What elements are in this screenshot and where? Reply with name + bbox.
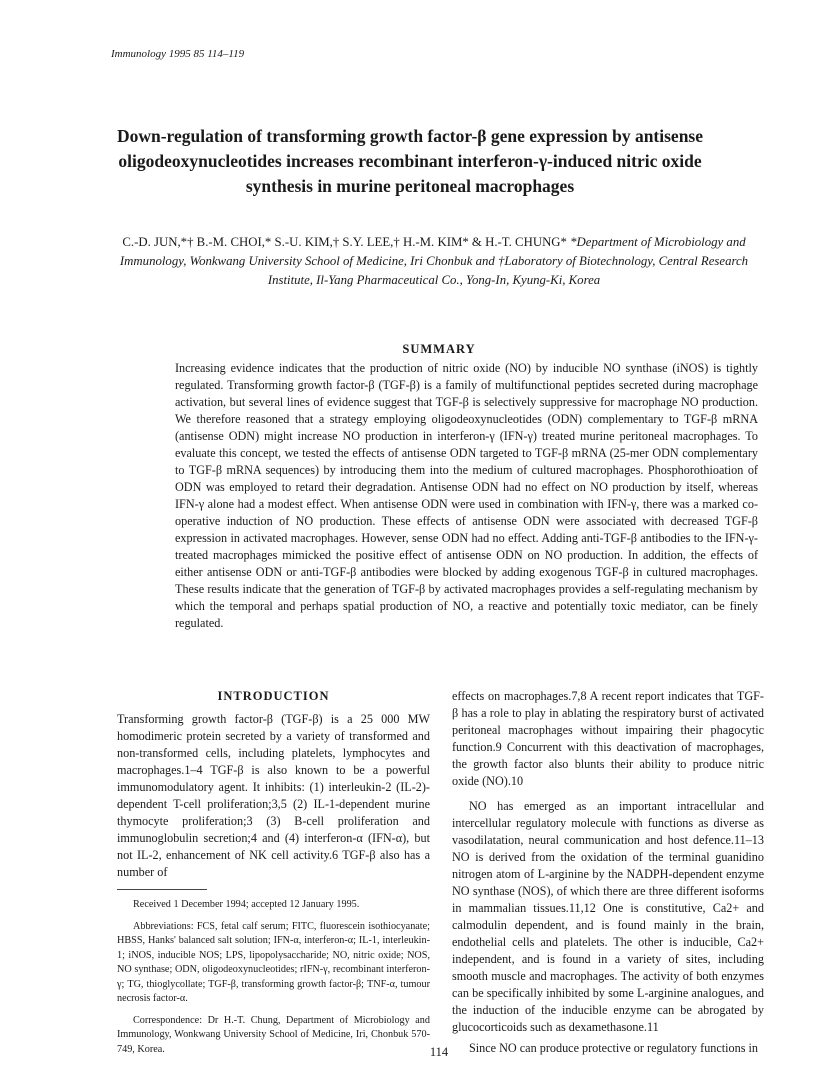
- intro-paragraph-1: Transforming growth factor-β (TGF-β) is a 25 000 MW homodimeric protein secreted by a variety of transformed and non-transformed cells, including platelets, lymphocytes and macrophages.1–4 TGF-β is also known to be a powerful immunomodulatory agent. It inhibits: (1) interleukin-2 (IL-2)-dependent T-cell proliferation;3,5 (2) IL-1-dependent murine thymocyte proliferation;3 (3) B-cell proliferation and immunoglobulin secretion;4 and (4) interferon-α (IFN-α), but not IL-2, enhancement of NK cell activity.6 TGF-β also has a number of: [117, 712, 430, 879]
- summary-text: Increasing evidence indicates that the production of nitric oxide (NO) by inducible NO synthase (iNOS) is tightly regulated. Transforming growth factor-β (TGF-β) is a family of multifunctional peptides secreted during macrophage activation, but several lines of evidence suggest that TGF-β is selectively suppressive for macrophage NO production. We therefore reasoned that a strategy employing oligodeoxynucleotides (ODN) complementary to TGF-β mRNA (antisense ODN) might increase NO production in interferon-γ (IFN-γ) treated murine peritoneal macrophages. To evaluate this concept, we tested the effects of antisense ODN targeted to TGF-β mRNA (25-mer ODN complementary to TGF-β mRNA sequences) by introducing them into the medium of cultured macrophages. Phosphorothioation of ODN was employed to retard their degradation. Antisense ODN had no effect on NO production by itself, whereas IFN-γ alone had a modest effect. When antisense ODN were used in combination with IFN-γ, there was a marked co-operative induction of NO production. These effects of antisense ODN were associated with decreased TGF-β expression in activated macrophages. However, sense ODN had no effect. Adding anti-TGF-β antibodies to the IFN-γ-treated macrophages mimicked the positive effect of antisense ODN on NO production. In addition, the effects of either antisense ODN or anti-TGF-β antibodies were blocked by adding exogenous TGF-β in cultured macrophages. These results indicate that the generation of TGF-β by activated macrophages provides a self-regulating mechanism by which the temporal and perhaps spatial production of NO, a reactive and potentially toxic mediator, can be finely regulated.: [175, 361, 758, 630]
- author-affiliation: *Department of Microbiology and Immunology, Wonkwang University School of Medicine, Iri Chonbuk and †Laboratory of Biotechnology, Central Research Institute, Il-Yang Pharmaceutical Co., Yong-In, Kyung-Ki, Korea: [119, 235, 749, 287]
- introduction-heading: INTRODUCTION: [217, 689, 330, 703]
- footnote-divider: [117, 889, 207, 890]
- correspondence-note: Correspondence: Dr H.-T. Chung, Department of Microbiology and Immunology, Wonkwang University School of Medicine, Iri, Chonbuk 570-749, Korea.: [117, 1014, 430, 1055]
- right-column: [452, 688, 764, 1057]
- intro-paragraph-2: NO has emerged as an important intracellular and intercellular regulatory molecule with functions as diverse as vasodilatation, neural communication and host defence.11–13 NO is derived from the oxidation of the terminal guanidino nitrogen atom of L-arginine by the NADPH-dependent enzyme NO synthase (NOS), of which there are three different isoforms in mammalian tissues.11,12 One is constitutive, Ca2+ and calmodulin dependent, and is found mainly in the brain, endothelial cells and platelets. The other is inducible, Ca2+ independent, and is found in a variety of sites, including smooth muscle and macrophages. The activity of both enzymes can be specifically inhibited by some L-arginine analogues, and the induction of the inducible enzyme can be abrogated by glucocorticoids such as dexamethasone.11: [452, 799, 764, 1034]
- summary-heading: SUMMARY: [402, 342, 476, 356]
- left-column: [117, 688, 430, 1064]
- intro-paragraph-3: Since NO can produce protective or regulatory functions in: [469, 1041, 759, 1055]
- author-block: [104, 233, 764, 290]
- received-note: Received 1 December 1994; accepted 12 January 1995.: [133, 899, 360, 910]
- journal-header: Immunology 1995 85 114–119: [111, 48, 245, 60]
- page-number: 114: [429, 1045, 449, 1059]
- abbreviations-note: Abbreviations: FCS, fetal calf serum; FITC, fluorescein isothiocyanate; HBSS, Hanks' balanced salt solution; IFN-α, interferon-α; IL-1, interleukin-1; iNOS, inducible NOS; LPS, lipopolysaccharide; NO, nitric oxide; NOS, NO synthase; ODN, oligodeoxynucleotides; rIFN-γ, recombinant interferon-γ; TG, thioglycollate; TGF-β, transforming growth factor-β; TNF-α, tumour necrosis factor-α.: [117, 920, 430, 1004]
- article-title: Down-regulation of transforming growth factor-β gene expression by antisense oligodeoxynucleotides increases recombinant interferon-γ-induced nitric oxide synthesis in murine peritoneal macrophages: [116, 126, 704, 196]
- intro-paragraph-1-continued: effects on macrophages.7,8 A recent report indicates that TGF-β has a role to play in ablating the respiratory burst of activated peritoneal macrophages without impairing their phagocytic function.9 Concurrent with this deactivation of macrophages, the growth factor also blunts their ability to produce nitric oxide (NO).10: [452, 689, 764, 788]
- author-names: C.-D. JUN,*† B.-M. CHOI,* S.-U. KIM,† S.Y. LEE,† H.-M. KIM* & H.-T. CHUNG*: [122, 235, 567, 249]
- footnotes: [117, 898, 430, 1057]
